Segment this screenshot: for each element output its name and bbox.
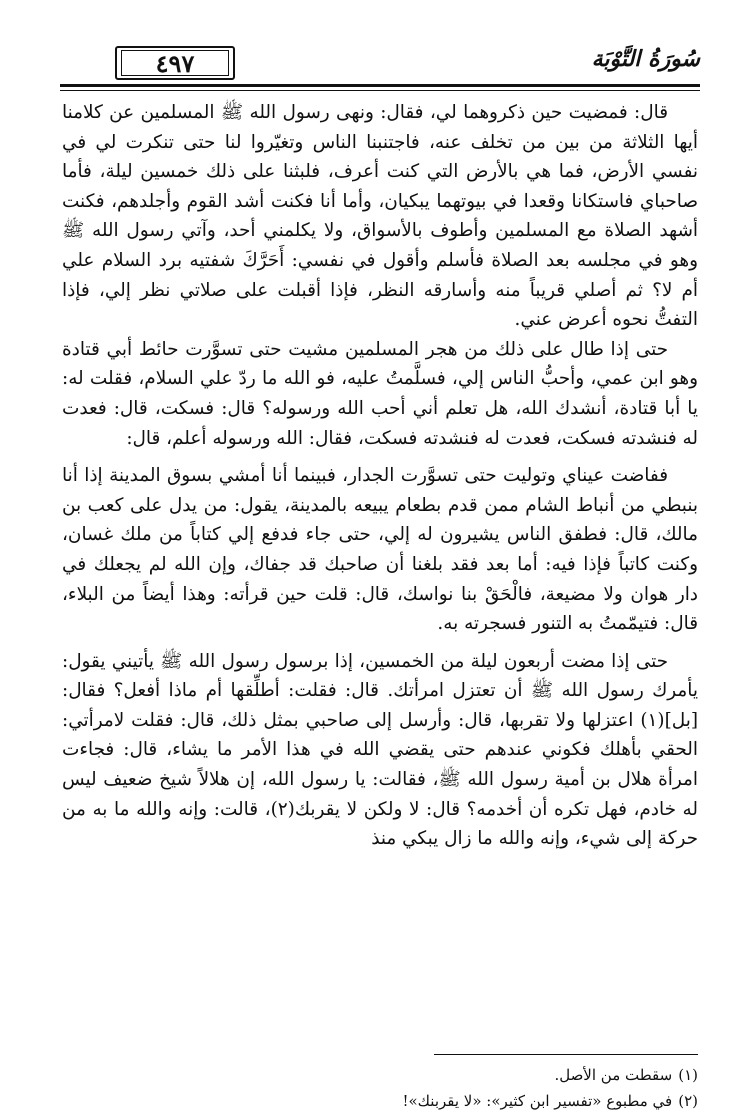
paragraph-1: قال: فمضيت حين ذكروهما لي، فقال: ونهى رسول الله ﷺ المسلمين عن كلامنا أيها الثلاثة من بين من تخلف عنه، فاجتنبنا الناس وتغيّروا لنا حتى تنكرت لي في نفسي الأرض، فما هي بالأرض التي كنت أعرف، فلبثنا على ذلك خمسين ليلة، فأما صاحباي فاستكانا وقعدا في بيوتهما يبكيان، وأما أنا فكنت أشد القوم وأجلدهم، فكنت أشهد الصلاة مع المسلمين وأطوف بالأسواق، ولا يكلمني أحد، وآتي رسول الله ﷺ وهو في مجلسه بعد الصلاة فأسلم وأقول في نفسي: أَحَرَّكَ شفتيه برد السلام علي أم لا؟ ثم أصلي قريباً منه وأسارقه النظر، فإذا أقبلت على صلاتي نظر إلي، فإذا التفتُّ نحوه أعرض عني. [62,102,698,331]
footnote-1 [62,1062,698,1088]
surah-title: سُورَةُ التَّوْبَة [591,46,700,72]
paragraph-4: حتى إذا مضت أربعون ليلة من الخمسين، إذا برسول رسول الله ﷺ يأتيني يقول: يأمرك رسول الله ﷺ أن تعتزل امرأتك. قال: فقلت: أطلِّقها أم ماذا أفعل؟ فقال: [بل](١) اعتزلها ولا تقربها، قال: وأرسل إلى صاحبي بمثل ذلك، قال: فقلت لامرأتي: الحقي بأهلك فكوني عندهم حتى يقضي الله في هذا الأمر ما يشاء، قال: فجاءت امرأة هلال بن أمية رسول الله ﷺ، فقالت: يا رسول الله، إن هلالاً شيخ ضعيف ليس له خادم، فهل تكره أن أخدمه؟ قال: لا ولكن لا يقربك(٢)، قالت: وإنه والله ما به من حركة إلى شيء، وإنه والله ما زال يبكي منذ [62,650,699,850]
footnote-number: (١) [678,1066,698,1084]
page-header [60,40,700,90]
header-rule [60,84,700,87]
header-rule-thin [60,90,700,91]
footnote-number: (٢) [678,1092,698,1110]
footnote-text: في مطبوع «تفسير ابن كثير»: «لا يقربنك»! [402,1092,673,1110]
paragraph-2: حتى إذا طال على ذلك من هجر المسلمين مشيت حتى تسوَّرت حائط أبي قتادة وهو ابن عمي، وأحبُّ الناس إلي، فسلَّمتُ عليه، فو الله ما ردّ علي السلام، فقلت له: يا أبا قتادة، أنشدك الله، هل تعلم أني أحب الله ورسوله؟ قال: فسكت، قال: فعدت له فنشدته فسكت، فعدت له فنشدته فسكت، فقال: الله ورسوله أعلم، قال: [62,338,698,449]
footnote-2 [62,1088,698,1114]
footnotes [62,1062,698,1114]
page-number-frame [115,46,235,80]
footnote-text: سقطت من الأصل. [554,1066,673,1084]
footnote-divider [434,1054,698,1055]
paragraph-3: ففاضت عيناي وتوليت حتى تسوَّرت الجدار، فبينما أنا أمشي بسوق المدينة إذا أنا بنبطي من أنباط الشام ممن قدم بطعام يبيعه بالمدينة، يقول: من يدل على كعب بن مالك، قال: فطفق الناس يشيرون له إلي، حتى جاء فدفع إلي كتاباً من ملك غسان، وكنت كاتباً فإذا فيه: أما بعد فقد بلغنا أن صاحبك قد جفاك، وإن الله لم يجعلك في دار هوان ولا مضيعة، فالْحَقْ بنا نواسك، قال: قلت حين قرأته: وهذا أيضاً من البلاء، قال: فتيمّمتُ به التنور فسجرته به. [62,465,698,635]
main-text [62,98,698,854]
page-number: ٤٩٧ [155,48,195,78]
